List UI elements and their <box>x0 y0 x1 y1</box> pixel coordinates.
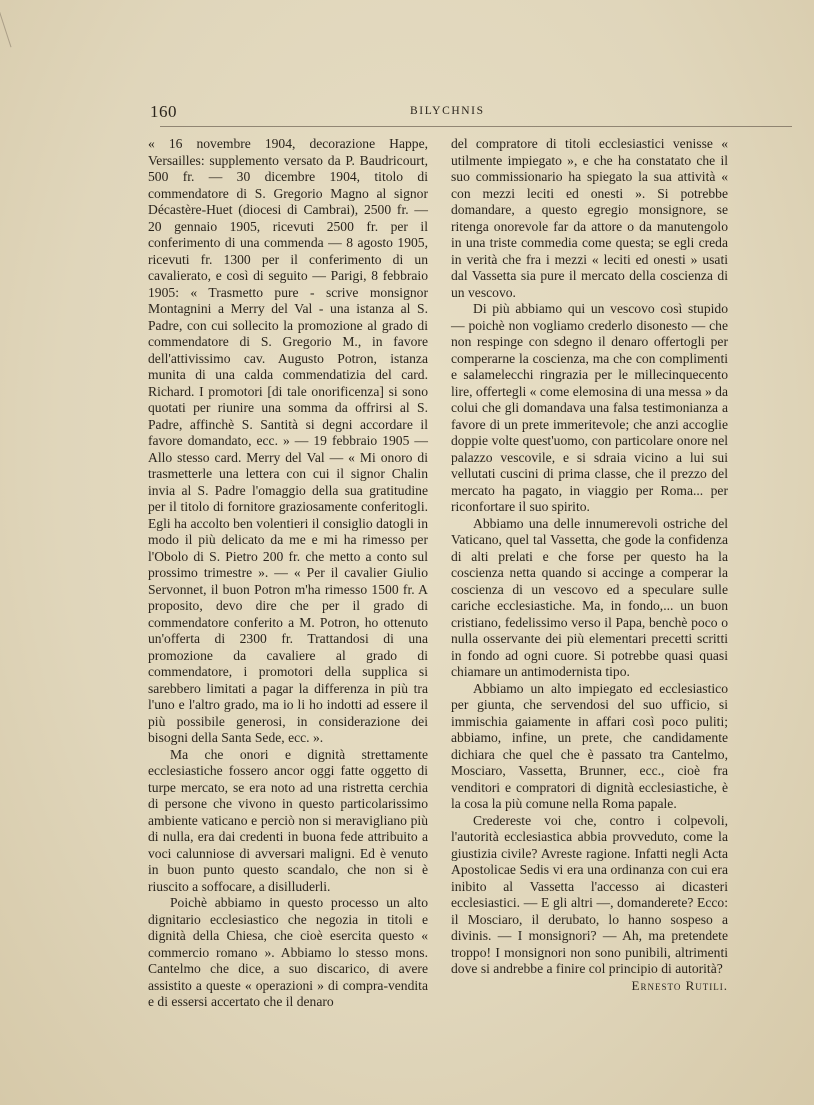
header-rule <box>160 126 792 127</box>
left-column <box>148 136 428 1011</box>
right-column <box>451 136 728 994</box>
page-number: 160 <box>150 102 177 121</box>
paragraph: Ma che onori e dignità strettamente ecclesiastiche fossero ancor oggi fatte oggetto di turpe mercato, se era noto ad una ristretta cerchia di persone che vivono in questo particolarissimo ambiente vaticano e perciò non si meravigliano più di nulla, era dai credenti in buona fede attribuito a voci calunniose di avversari maligni. Ed è venuto in buon punto questo scandalo, che non si è riuscito a soffocare, a disilluderli. <box>148 746 428 894</box>
paragraph: Di più abbiamo qui un vescovo così stupido — poichè non vogliamo crederlo disonesto — che non respinge con sdegno il denaro offertogli per comperarne la coscienza, ma che con complimenti e salamelecchi ringrazia per le millecinquecento lire, offertegli « come elemosina di una messa » da colui che gli domandava una falsa testimonianza a favore di un prete immeritevole; che anzi accoglie doppie volte quest'uomo, con particolare onore nel palazzo vescovile, e si sdraia vicino a lui sui vellutati cuscini di prima classe, che il prezzo del mercato ha pagato, in viaggio per Roma... per riconfortare il suo spirito. <box>451 301 728 514</box>
paragraph: Poichè abbiamo in questo processo un alto dignitario ecclesiastico che negozia in titoli e dignità della Chiesa, che cioè esercita questo « commercio romano ». Abbiamo lo stesso mons. Cantelmo che dice, a suo discarico, di avere assistito a queste « operazioni » di compra-vendita e di essersi accertato che il denaro <box>148 895 428 1009</box>
paragraph: Abbiamo una delle innumerevoli ostriche del Vaticano, quel tal Vassetta, che gode la confidenza di alti prelati e che forse per questo ha la coscienza netta quando si accinge a comperar la coscienza di un vescovo ed a speculare sulle cariche ecclesiastiche. Ma, in fondo,... un buon cristiano, fedelissimo verso il Papa, benchè poco o nulla osservante dei più elementari precetti scritti in fondo ad ogni cuore. Si potrebbe quasi quasi chiamare un antimodernista tipo. <box>451 515 728 679</box>
paragraph: Credereste voi che, contro i colpevoli, l'autorità ecclesiastica abbia provveduto, come la giustizia civile? Avreste ragione. Infatti negli Acta Apostolicae Sedis vi era una ordinanza con cui era inibito al Vassetta l'accesso ai dicasteri ecclesiastici. — E gli altri —, domanderete? Ecco: il Mosciaro, il derubato, lo hanno sospeso a divinis. — I monsignori? — Ah, ma pretendete troppo! I monsignori non sono punibili, altrimenti dove si andrebbe a finire col principio di autorità? <box>451 812 728 976</box>
page-corner-mark <box>0 5 25 48</box>
author-signature: Ernesto Rutili. <box>631 977 728 993</box>
paragraph: Abbiamo un alto impiegato ed ecclesiastico per giunta, che servendosi del suo ufficio, si immischia gaiamente in affari così poco puliti; abbiamo, infine, un prete, che candidamente dichiara che quel che è passato tra Cantelmo, Mosciaro, Vassetta, Brunner, ecc., cioè fra venditori e compratori di dignità ecclesiastiche, è la cosa la più comune nella Roma papale. <box>451 680 728 811</box>
paragraph: del compratore di titoli ecclesiastici venisse « utilmente impiegato », e che ha constatato che il suo commissionario ha spiegato la sua attività « con mezzi leciti ed onesti ». Si potrebbe domandare, a questo egregio monsignore, se ritenga onorevole far da attore o da manutengolo in una triste commedia come questa; se egli creda in verità che fra i mezzi « leciti ed onesti » usati dal Vassetta sia pure il mercato della coscienza di un vescovo. <box>451 136 728 300</box>
page-header <box>150 102 802 122</box>
running-title: BILYCHNIS <box>410 105 485 117</box>
paragraph: « 16 novembre 1904, decorazione Happe, Versailles: supplemento versato da P. Baudricourt, 500 fr. — 30 dicembre 1904, titolo di commendatore di S. Gregorio Magno al signor Décastère-Huet (diocesi di Cambrai), 2500 fr. — 20 gennaio 1905, ricevuti 2500 fr. per il conferimento di una commenda — 8 agosto 1905, ricevuti fr. 1300 per il conferimento di un cavalierato, e così di seguito — Parigi, 8 febbraio 1905: « Trasmetto pure - scrive monsignor Montagnini a Merry del Val - una istanza al S. Padre, con cui sollecito la promozione al grado di commendatore di S. Gregorio M., in favore dell'attivissimo cav. Augusto Potron, istanza munita di una calda commendatizia del card. Richard. I promotori [di tale onorificenza] si sono quotati per riunire una somma da offrirsi al S. Padre, affinchè S. Santità si degni accordare il favore domandato, ecc. » — 19 febbraio 1905 — Allo stesso card. Merry del Val — « Mi onoro di trasmetterle una lettera con cui il signor Chalin invia al S. Padre l'omaggio della sua gratitudine per il titolo di fornitore graziosamente conferitogli. Egli ha accolto ben volentieri il consiglio datogli in modo il più delicato da me e mi ha rimesso per l'Obolo di S. Pietro 200 fr. che metto a conto sul prossimo trimestre ». — « Per il cavalier Giulio Servonnet, il buon Potron m'ha rimesso 1500 fr. A proposito, devo dire che per il grado di commendatore conferito a M. Potron, ho ottenuto un'offerta di 2300 fr. Trattandosi di una promozione da cavaliere al grado di commendatore, i promotori della supplica si sarebbero limitati a pagar la differenza in più tra l'uno e l'altro grado, ma io li ho indotti ad essere il più possibile generosi, in considerazione dei bisogni della Santa Sede, ecc. ». <box>148 136 428 745</box>
